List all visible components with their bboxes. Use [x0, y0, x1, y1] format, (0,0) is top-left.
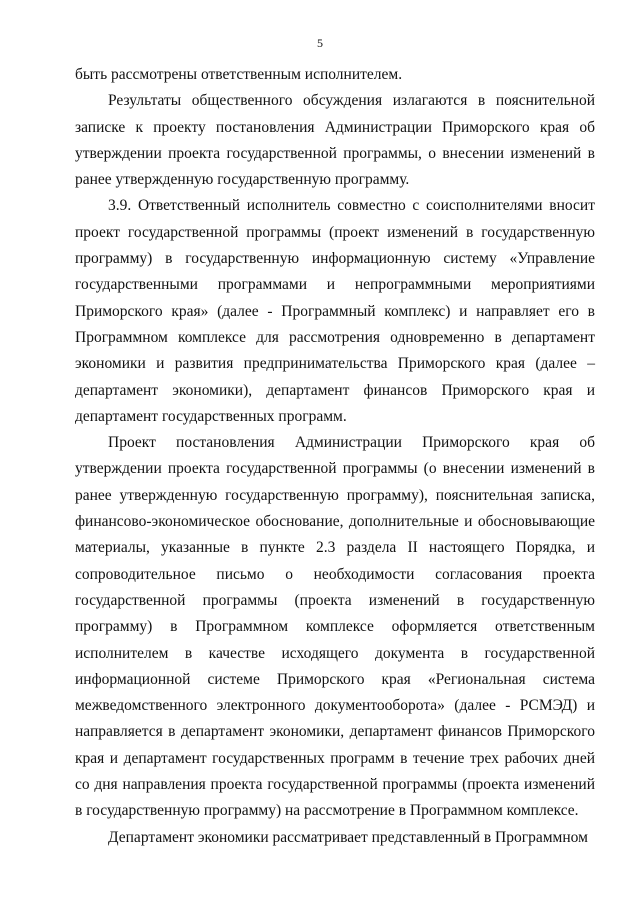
paragraph-economics-department: Департамент экономики рассматривает представленный в Программном: [108, 828, 588, 846]
paragraph-continuation: быть рассмотрены ответственным исполнителем.: [75, 66, 403, 83]
document-body: [75, 62, 595, 851]
page-number: 5: [317, 36, 323, 50]
paragraph-section-3-9: 3.9. Ответственный исполнитель совместно с соисполнителями вносит проект государственной программы (проект изменений в государственную программу) в государственную информационную систему «Управление государственными программами и непрограммными мероприятиями Приморского края» (далее - Программный комплекс) и направляет его в Программном комплексе для рассмотрения одновременно в департамент экономики и развития предпринимательства Приморского края (далее – департамент экономики), департамент финансов Приморского края и департамент государственных программ.: [75, 197, 595, 425]
paragraph-draft-resolution: Проект постановления Администрации Приморского края об утверждении проекта государственной программы (о внесении изменений в ранее утвержденную государственную программу), пояснительная записка, финансово-экономическое обоснование, дополнительные и обосновывающие материалы, указанные в пункте 2.3 раздела II настоящего Порядка, и сопроводительное письмо о необходимости согласования проекта государственной программы (проекта изменений в государственную программу) в Программном комплексе оформляется ответственным исполнителем в качестве исходящего документа в государственной информационной системе Приморского края «Региональная система межведомственного электронного документооборота» (далее - РСМЭД) и направляется в департамент экономики, департамент финансов Приморского края и департамент государственных программ в течение трех рабочих дней со дня направления проекта государственной программы (проекта изменений в государственную программу) на рассмотрение в Программном комплексе.: [75, 434, 595, 820]
paragraph-public-discussion-results: Результаты общественного обсуждения излагаются в пояснительной записке к проекту постановления Администрации Приморского края об утверждении проекта государственной программы, о внесении изменений в ранее утвержденную государственную программу.: [75, 92, 595, 189]
